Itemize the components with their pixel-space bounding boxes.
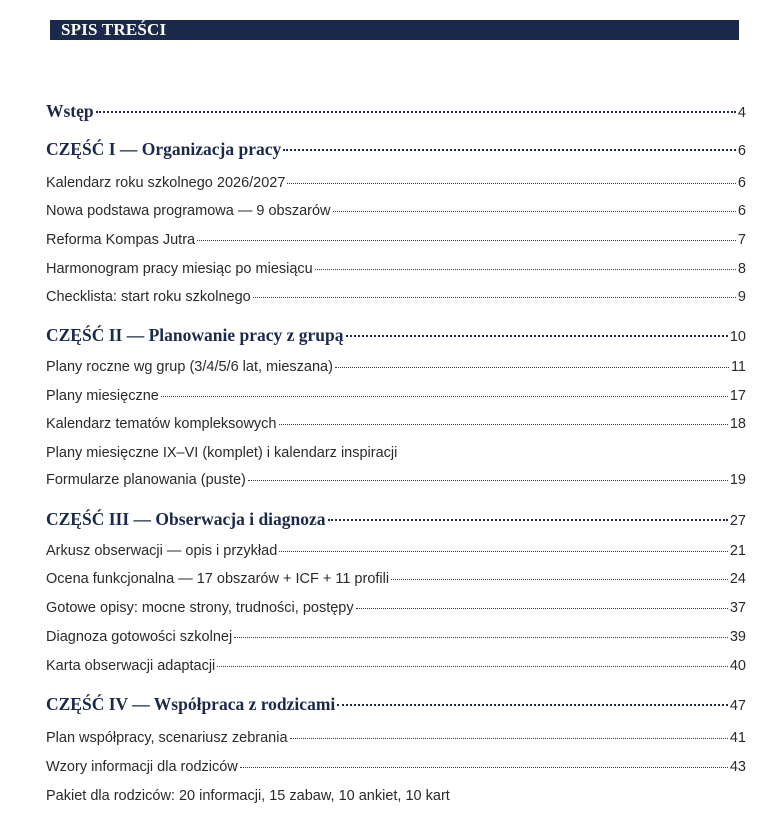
toc-page-number: 19 (729, 472, 746, 488)
toc-item[interactable] (46, 656, 746, 676)
toc-item[interactable] (46, 201, 746, 221)
toc-dot-leader (335, 366, 729, 368)
toc-section-wstep[interactable] (46, 100, 746, 122)
toc-dot-leader (240, 766, 728, 768)
toc-item[interactable] (46, 541, 746, 561)
toc-dot-leader (279, 423, 728, 425)
toc-section-part-2[interactable] (46, 324, 746, 346)
toc-dot-leader (337, 703, 728, 706)
toc-item[interactable] (46, 357, 746, 377)
toc-item[interactable] (46, 786, 746, 806)
toc-page-number: 6 (737, 175, 746, 191)
toc-entry-label: Plany roczne wg grup (3/4/5/6 lat, mieszana) (46, 359, 333, 375)
toc-item[interactable] (46, 230, 746, 250)
toc-entry-label: Harmonogram pracy miesiąc po miesiącu (46, 261, 313, 277)
toc-entry-label: Kalendarz roku szkolnego 2026/2027 (46, 175, 286, 191)
toc-entry-label: Wstęp (46, 101, 94, 121)
toc-entry-label: Formularze planowania (puste) (46, 472, 246, 488)
toc-section-part-1[interactable] (46, 138, 746, 160)
toc-item[interactable] (46, 598, 746, 618)
toc-entry-label: Kalendarz tematów kompleksowych (46, 416, 277, 432)
toc-page-number: 40 (729, 658, 746, 674)
toc-dot-leader (346, 334, 728, 337)
toc-dot-leader (253, 296, 736, 298)
toc-entry-label: Nowa podstawa programowa — 9 obszarów (46, 203, 331, 219)
toc-entry-label: Wzory informacji dla rodziców (46, 759, 238, 775)
toc-dot-leader (333, 210, 736, 212)
toc-page-number: 37 (729, 600, 746, 616)
toc-page-number: 10 (729, 329, 746, 345)
toc-entry-label: Gotowe opisy: mocne strony, trudności, postępy (46, 600, 354, 616)
toc-section-part-4[interactable] (46, 693, 746, 715)
toc-entry-label: Plany miesięczne IX–VI (komplet) i kalendarz inspiracji (46, 445, 398, 461)
toc-entry-label: Plany miesięczne (46, 388, 159, 404)
toc-item[interactable] (46, 470, 746, 490)
toc-page-number: 39 (729, 629, 746, 645)
toc-page-number: 11 (730, 359, 746, 375)
toc-dot-leader (391, 578, 728, 580)
toc-item[interactable] (46, 757, 746, 777)
toc-dot-leader (290, 737, 728, 739)
toc-page-number: 21 (729, 543, 746, 559)
toc-item[interactable] (46, 569, 746, 589)
toc-item[interactable] (46, 443, 746, 463)
toc-page-number: 18 (729, 416, 746, 432)
toc-entry-label: Plan współpracy, scenariusz zebrania (46, 730, 288, 746)
toc-item[interactable] (46, 414, 746, 434)
toc-entry-label: Pakiet dla rodziców: 20 informacji, 15 zabaw, 10 ankiet, 10 kart (46, 788, 450, 804)
toc-dot-leader (356, 607, 728, 609)
toc-entry-label: Karta obserwacji adaptacji (46, 658, 216, 674)
toc-page-number: 27 (729, 513, 746, 529)
toc-item[interactable] (46, 386, 746, 406)
toc-page-number: 9 (737, 289, 746, 305)
toc-page-number: 41 (729, 730, 746, 746)
toc-entry-label: Reforma Kompas Jutra (46, 232, 196, 248)
toc-dot-leader (283, 148, 736, 151)
toc-dot-leader (328, 518, 728, 521)
toc-dot-leader (279, 550, 728, 552)
toc-item[interactable] (46, 728, 746, 748)
toc-entry-label: CZĘŚĆ I — Organizacja pracy (46, 139, 282, 159)
toc-item[interactable] (46, 259, 746, 279)
toc-dot-leader (96, 110, 736, 113)
toc-page-number: 6 (737, 203, 746, 219)
toc-entry-label: Ocena funkcjonalna — 17 obszarów + ICF + 11 profili (46, 571, 390, 587)
toc-page-number: 17 (729, 388, 746, 404)
toc-page-number: 8 (737, 261, 746, 277)
toc-item[interactable] (46, 627, 746, 647)
toc-entry-label: CZĘŚĆ IV — Współpraca z rodzicami (46, 694, 336, 714)
toc-page-number: 6 (737, 143, 746, 159)
toc-page-number: 43 (729, 759, 746, 775)
toc-dot-leader (161, 395, 728, 397)
toc-entry-label: CZĘŚĆ II — Planowanie pracy z grupą (46, 325, 344, 345)
toc-page-number: 24 (729, 571, 746, 587)
toc-dot-leader (234, 636, 728, 638)
toc-page-number: 4 (737, 105, 746, 121)
toc-entry-label: CZĘŚĆ III — Obserwacja i diagnoza (46, 509, 326, 529)
toc-entry-label: Arkusz obserwacji — opis i przykład (46, 543, 278, 559)
toc-dot-leader (248, 479, 728, 481)
toc-item[interactable] (46, 173, 746, 193)
toc-entry-label: Checklista: start roku szkolnego (46, 289, 251, 305)
toc-item[interactable] (46, 287, 746, 307)
toc-title: SPIS TREŚCI (61, 20, 167, 39)
toc-dot-leader (315, 268, 736, 270)
toc-dot-leader (287, 182, 736, 184)
toc-entry-label: Diagnoza gotowości szkolnej (46, 629, 233, 645)
toc-section-part-3[interactable] (46, 508, 746, 530)
toc-dot-leader (217, 665, 728, 667)
toc-dot-leader (197, 239, 736, 241)
toc-page-number: 47 (729, 698, 746, 714)
toc-page-number: 7 (737, 232, 746, 248)
